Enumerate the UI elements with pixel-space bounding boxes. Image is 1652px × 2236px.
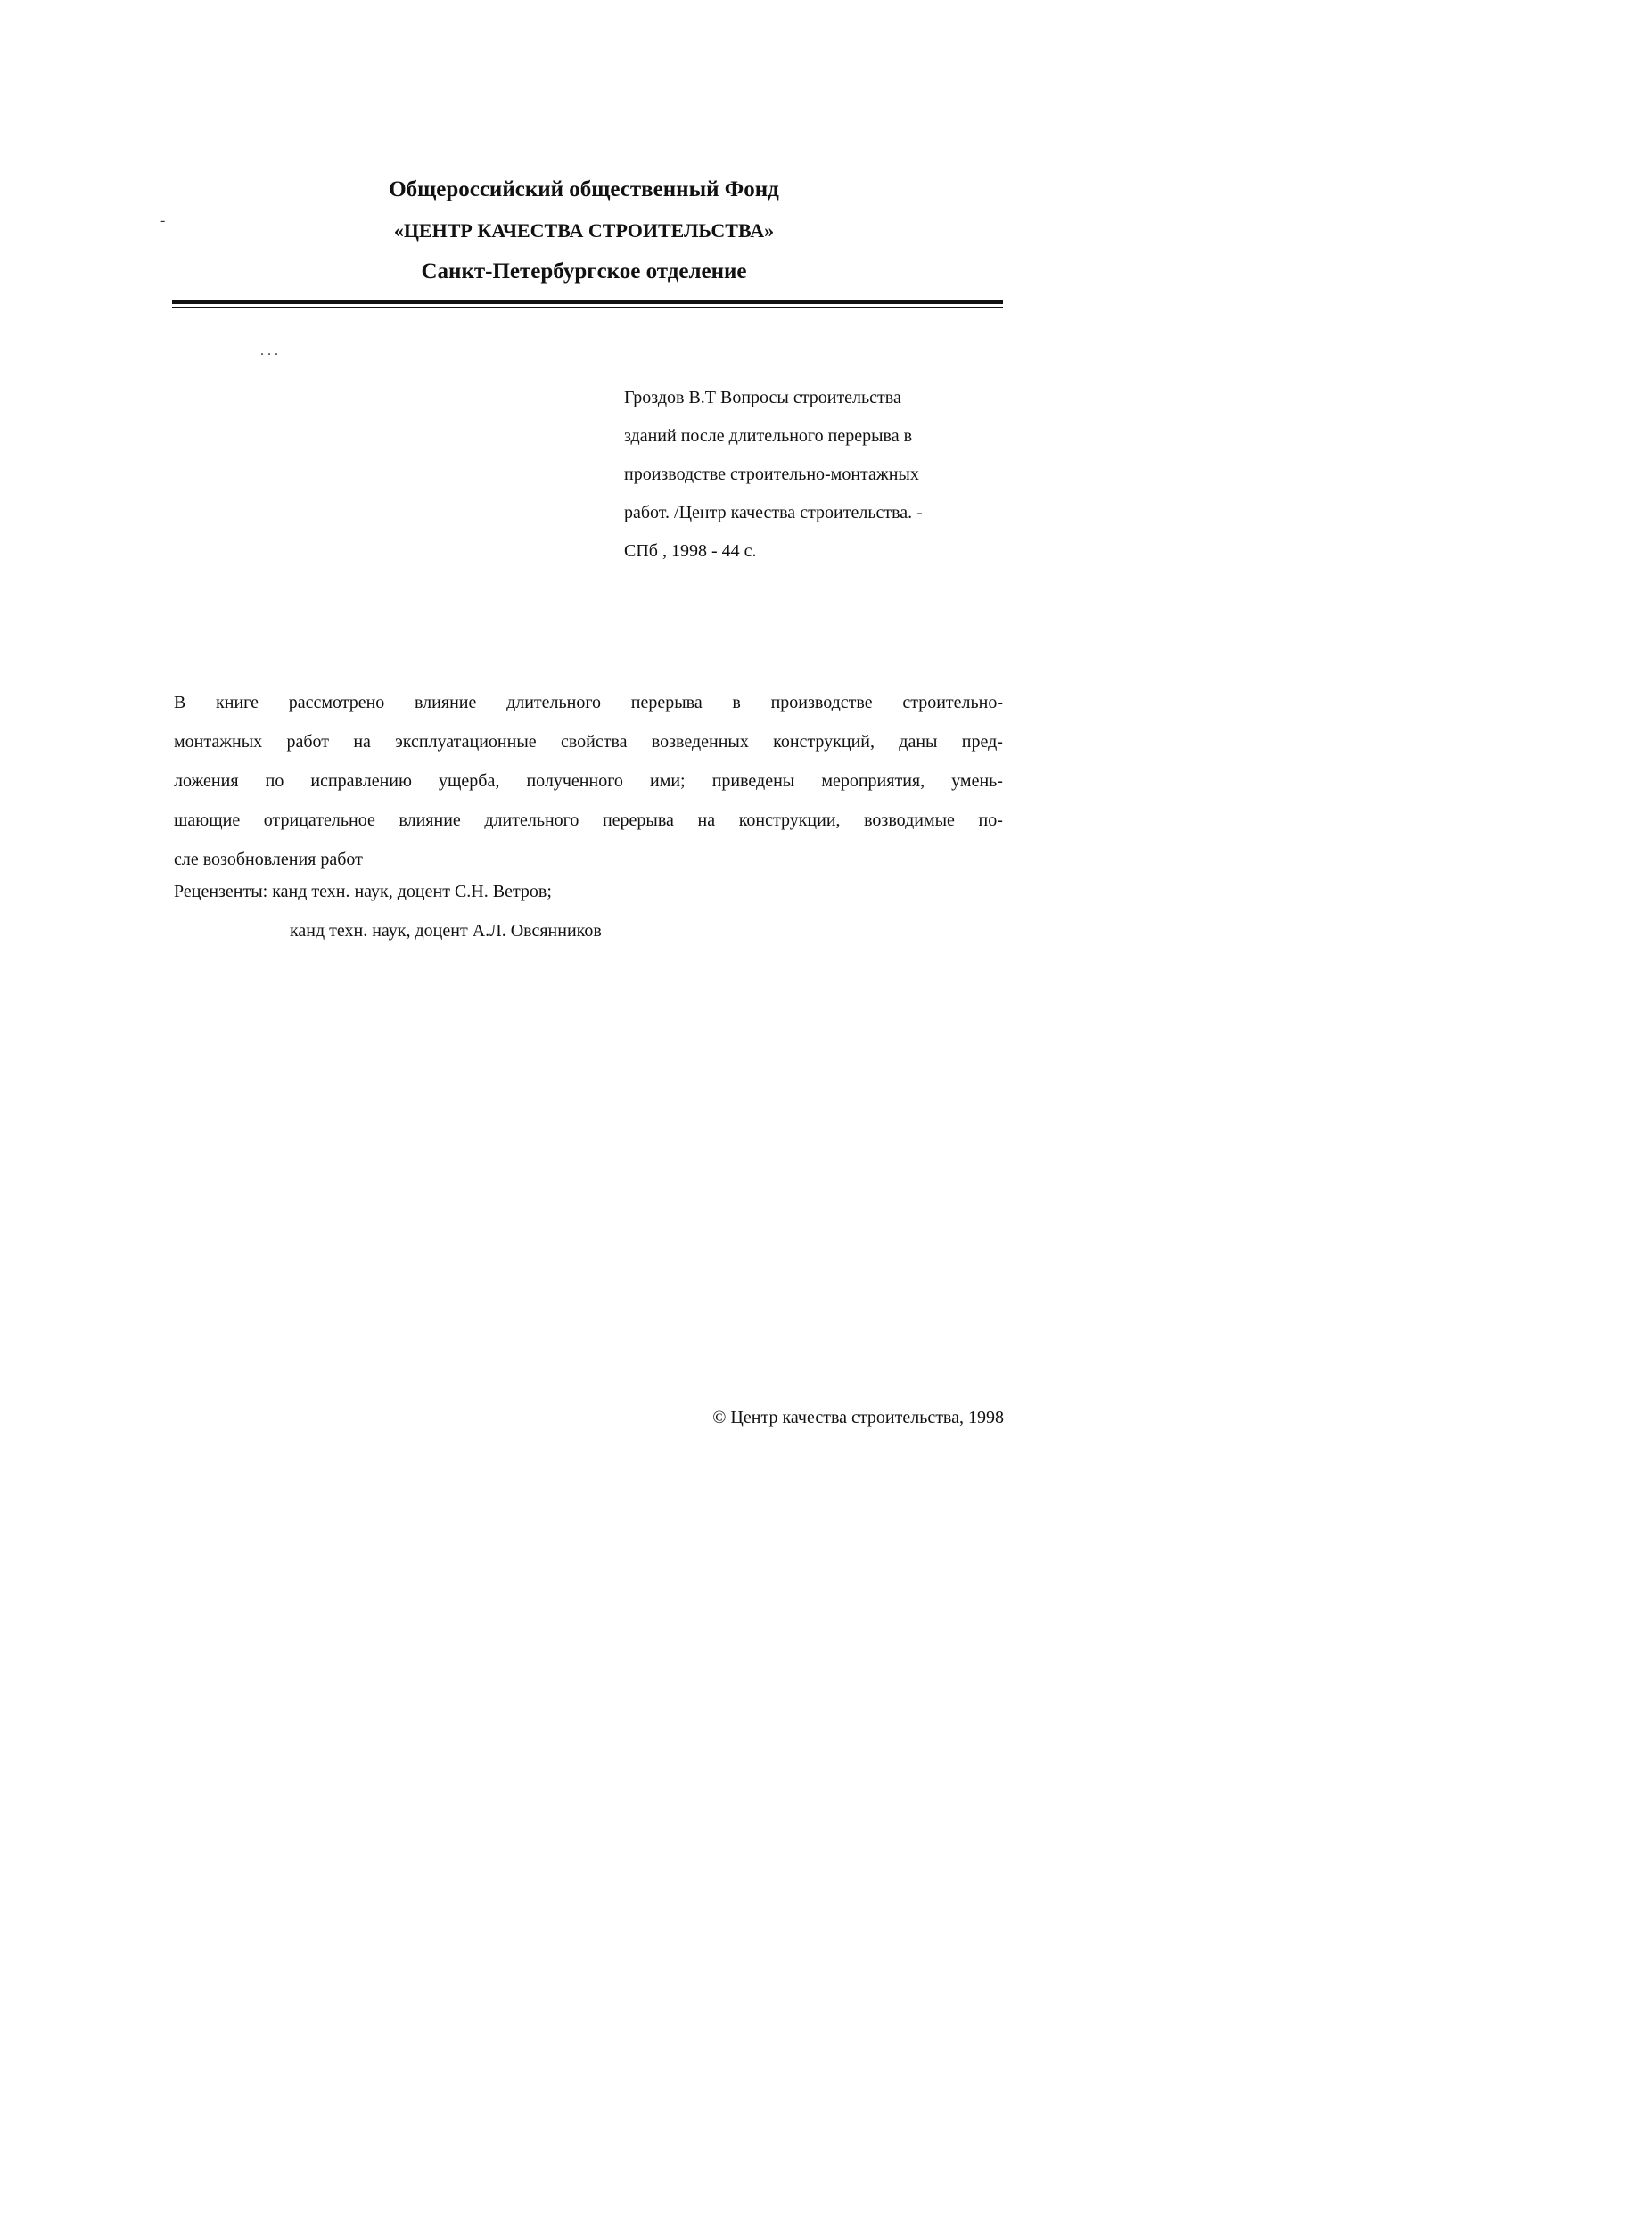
- word: производстве: [770, 693, 873, 712]
- reviewer-line: Рецензенты: канд техн. наук, доцент С.Н. Ветров;: [174, 882, 552, 901]
- citation-line: производстве строительно-монтажных: [624, 464, 919, 484]
- word: эксплуатационные: [395, 732, 537, 752]
- word: перерыва: [602, 810, 674, 830]
- word: по-: [978, 810, 1003, 830]
- word: влияние: [415, 693, 477, 712]
- citation-line: работ. /Центр качества строительства. -: [624, 503, 923, 522]
- word: В: [174, 693, 186, 712]
- scan-speck: . . .: [260, 343, 278, 358]
- word: возводимые: [864, 810, 955, 830]
- word: ложения: [174, 771, 239, 791]
- word: конструкции,: [738, 810, 841, 830]
- reviewer-line: канд техн. наук, доцент А.Л. Овсянников: [290, 921, 602, 941]
- word: сле возобновления работ: [174, 850, 363, 869]
- header-center-name: «ЦЕНТР КАЧЕСТВА СТРОИТЕЛЬСТВА»: [393, 219, 775, 242]
- organization-header: [169, 169, 999, 292]
- word: перерыва: [630, 693, 703, 712]
- header-branch: Санкт-Петербургское отделение: [421, 259, 747, 284]
- word: ущерба,: [439, 771, 500, 791]
- word: ими;: [649, 771, 686, 791]
- word: монтажных: [174, 732, 263, 752]
- word: исправлению: [310, 771, 412, 791]
- reviewers-block: [174, 872, 1003, 950]
- word: даны: [899, 732, 938, 752]
- word: свойства: [560, 732, 628, 752]
- word: длительного: [506, 693, 602, 712]
- abstract-line: [174, 683, 1003, 722]
- word: полученного: [526, 771, 623, 791]
- citation-line: зданий после длительного перерыва в: [624, 426, 913, 446]
- word: в: [732, 693, 741, 712]
- abstract-line: [174, 761, 1003, 801]
- word: на: [697, 810, 716, 830]
- word: длительного: [484, 810, 579, 830]
- word: мероприятия,: [821, 771, 925, 791]
- header-foundation: Общероссийский общественный Фонд: [389, 177, 779, 201]
- word: пред-: [961, 732, 1003, 752]
- bibliographic-citation: [624, 379, 999, 571]
- scan-speck: -: [160, 213, 166, 228]
- word: работ: [286, 732, 330, 752]
- copyright-notice: © Центр качества строительства, 1998: [712, 1408, 1004, 1427]
- citation-line: Гроздов В.Т Вопросы строительства: [624, 388, 901, 407]
- abstract-line: [174, 722, 1003, 761]
- word: шающие: [174, 810, 241, 830]
- header-rule-thick: [172, 300, 1003, 304]
- word: отрицательное: [263, 810, 375, 830]
- abstract-line: [174, 801, 1003, 840]
- word: строительно-: [902, 693, 1003, 712]
- word: на: [353, 732, 371, 752]
- word: по: [265, 771, 284, 791]
- word: книге: [216, 693, 259, 712]
- word: рассмотрено: [288, 693, 385, 712]
- word: конструкций,: [773, 732, 875, 752]
- citation-line: СПб , 1998 - 44 с.: [624, 541, 757, 561]
- header-rule-thin: [172, 307, 1003, 308]
- word: умень-: [951, 771, 1003, 791]
- abstract-paragraph: [174, 683, 1003, 879]
- word: приведены: [711, 771, 795, 791]
- word: влияние: [399, 810, 461, 830]
- word: возведенных: [651, 732, 749, 752]
